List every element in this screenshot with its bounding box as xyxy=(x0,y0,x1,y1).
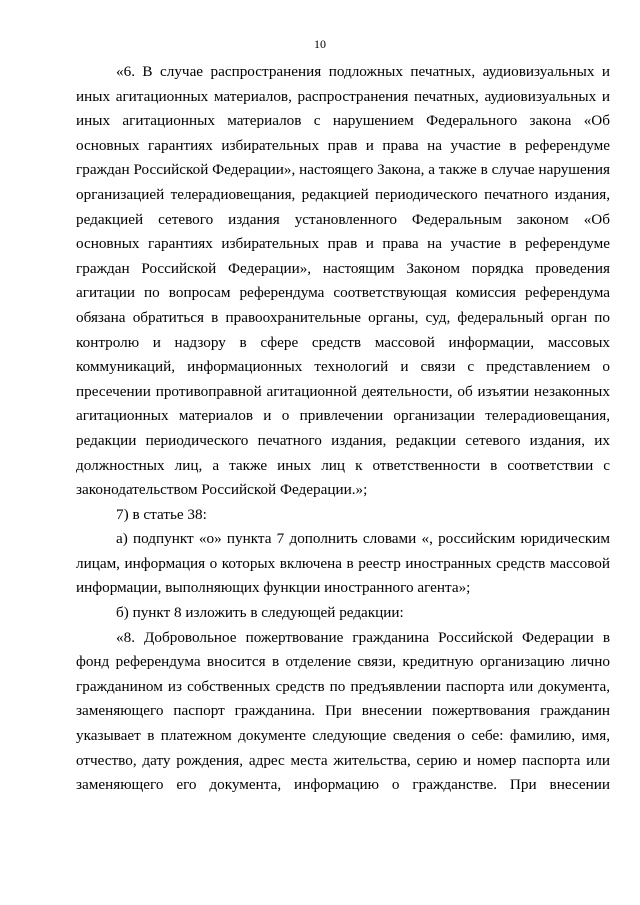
paragraph-clause-8: «8. Добровольное пожертвование гражданина Российской Федерации в фонд референдума вносится в отделение связи, кредитную организацию лично гражданином из собственных средств по предъявлении паспорта или документа, заменяющего паспорт гражданина. При внесении пожертвования гражданин указывает в платежном документе следующие сведения о себе: фамилию, имя, отчество, дату рождения, адрес места жительства, серию и номер паспорта или заменяющего его документа, информацию о гражданстве. При внесении xyxy=(76,628,610,794)
paragraph-subitem-a: а) подпункт «о» пункта 7 дополнить словами «, российским юридическим лицам, информация о которых включена в реестр иностранных средств массовой информации, выполняющих функции иностранного агента»; xyxy=(76,530,610,597)
paragraph-subitem-b: б) пункт 8 изложить в следующей редакции: xyxy=(116,604,404,622)
page-number: 10 xyxy=(314,37,326,51)
document-body xyxy=(76,60,610,798)
paragraph-clause-6: «6. В случае распространения подложных печатных, аудиовизуальных и иных агитационных материалов, распространения печатных, аудиовизуальных и иных агитационных материалов с нарушением Федерального закона «Об основных гарантиях избирательных прав и права на участие в референдуме граждан Российской Федерации», настоящего Закона, а также в случае нарушения организацией телерадиовещания, редакцией периодического печатного издания, редакцией сетевого издания установленного Федеральным законом «Об основных гарантиях избирательных прав и права на участие в референдуме граждан Российской Федерации», настоящим Законом порядка проведения агитации по вопросам референдума соответствующая комиссия референдума обязана обратиться в правоохранительные органы, суд, федеральный орган по контролю и надзору в сфере средств массовой информации, массовых коммуникаций, информационных технологий и связи с представлением о пресечении противоправной агитационной деятельности, об изъятии незаконных агитационных материалов и о привлечении организации телерадиовещания, редакции периодического печатного издания, редакции сетевого издания, их должностных лиц, а также иных лиц к ответственности в соответствии с законодательством Российской Федерации.»; xyxy=(76,63,610,499)
paragraph-article-38: 7) в статье 38: xyxy=(116,505,207,523)
